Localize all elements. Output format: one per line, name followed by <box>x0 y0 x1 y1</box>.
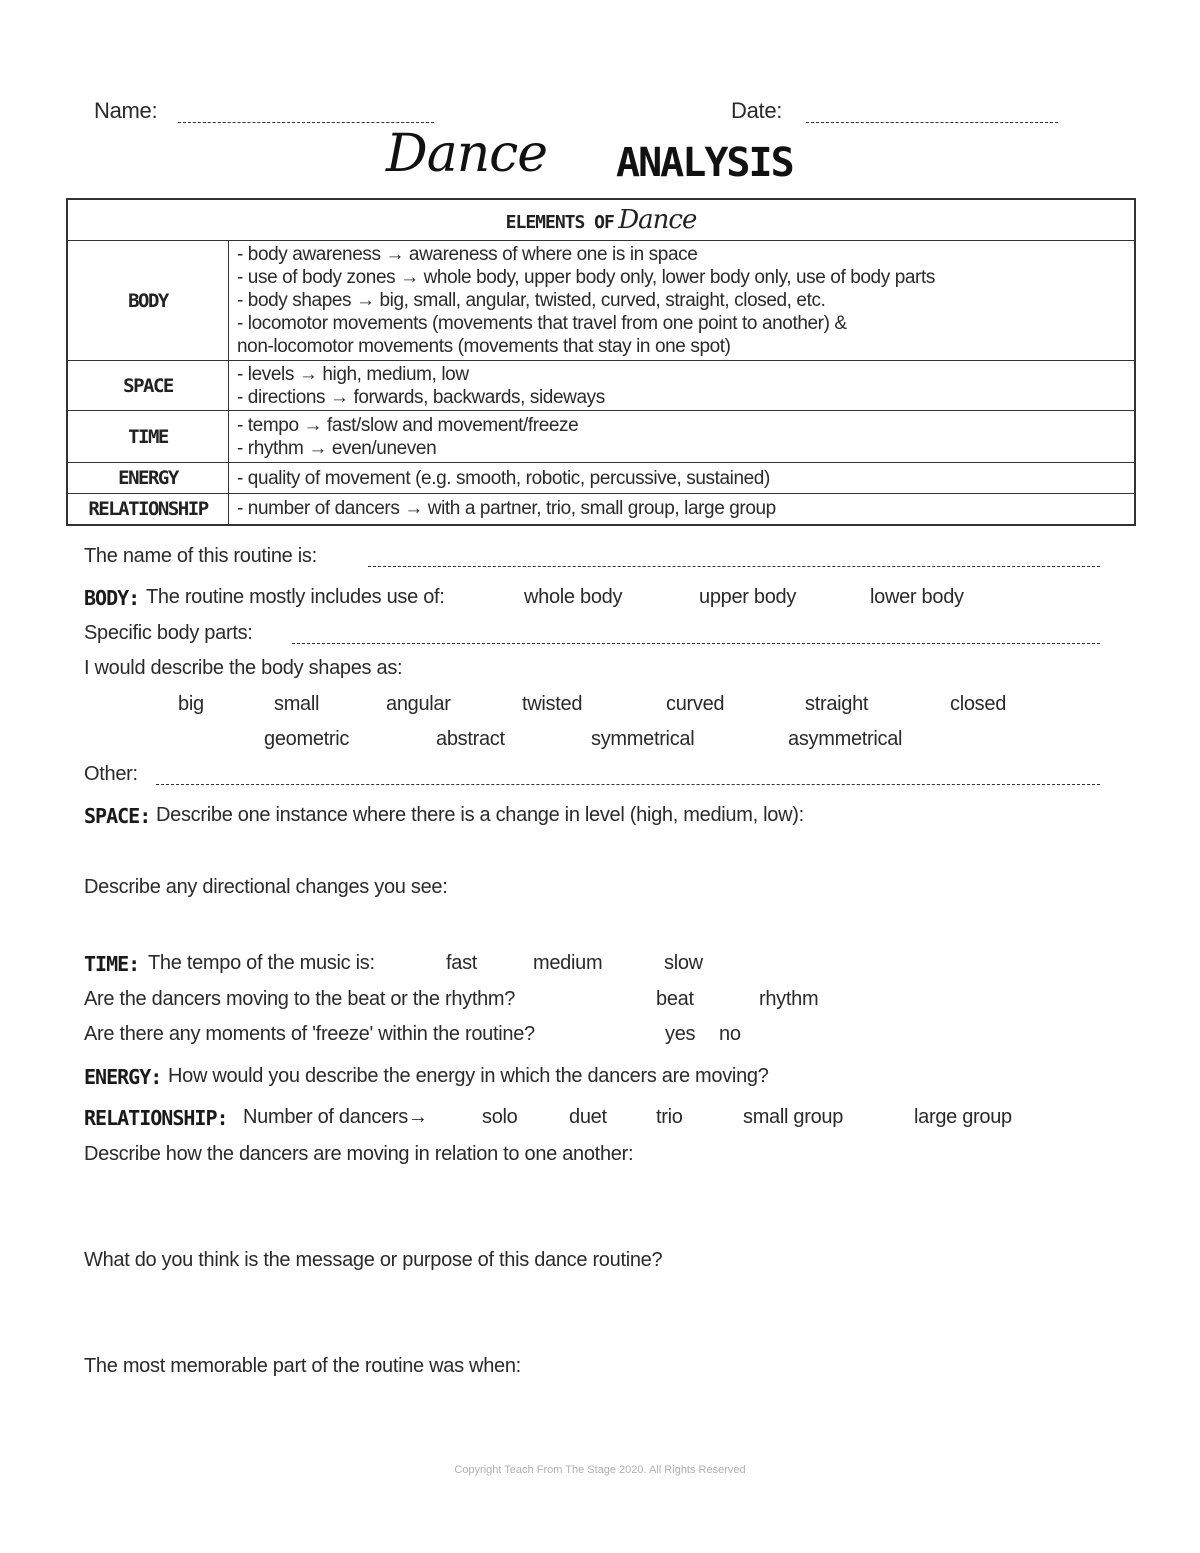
desc-line: - rhythm → even/uneven <box>237 437 437 459</box>
time-prompt: The tempo of the music is: <box>148 952 375 974</box>
directions-prompt: Describe any directional changes you see: <box>84 876 448 898</box>
routine-name-label: The name of this routine is: <box>84 545 317 567</box>
table-heading-bold: ELEMENTS OF <box>505 212 614 233</box>
shape-option[interactable]: closed <box>950 693 1007 715</box>
option-lower-body[interactable]: lower body <box>870 586 964 608</box>
shape-option[interactable]: curved <box>666 693 725 715</box>
shape-option[interactable]: small <box>274 693 320 715</box>
copyright-footer: Copyright Teach From The Stage 2020. All Rights Reserved <box>454 1464 746 1476</box>
memorable-prompt: The most memorable part of the routine was when: <box>84 1355 521 1377</box>
other-label: Other: <box>84 763 138 785</box>
freeze-prompt: Are there any moments of 'freeze' within the routine? <box>84 1023 535 1045</box>
desc-line: - body awareness → awareness of where one is in space <box>237 244 698 265</box>
shape-option[interactable]: straight <box>805 693 869 715</box>
energy-prompt: How would you describe the energy in which the dancers are moving? <box>168 1065 769 1087</box>
desc-line: non-locomotor movements (movements that stay in one spot) <box>237 336 731 357</box>
message-prompt: What do you think is the message or purpose of this dance routine? <box>84 1249 663 1271</box>
space-prompt: Describe one instance where there is a change in level (high, medium, low): <box>156 804 804 826</box>
desc-line: - number of dancers → with a partner, trio, small group, large group <box>237 498 776 520</box>
body-label: BODY: <box>84 586 140 610</box>
shape-option[interactable]: angular <box>386 693 451 715</box>
option-medium[interactable]: medium <box>533 952 603 974</box>
option-no[interactable]: no <box>719 1023 741 1045</box>
shape-option[interactable]: abstract <box>436 728 505 750</box>
shapes-prompt: I would describe the body shapes as: <box>84 657 403 679</box>
body-parts-label: Specific body parts: <box>84 622 253 644</box>
desc-line: - use of body zones → whole body, upper body only, lower body only, use of body parts <box>237 267 935 288</box>
option-large-group[interactable]: large group <box>914 1106 1012 1128</box>
shape-option[interactable]: symmetrical <box>591 728 695 750</box>
relationship-label: RELATIONSHIP: <box>84 1106 228 1130</box>
option-small-group[interactable]: small group <box>743 1106 844 1128</box>
option-fast[interactable]: fast <box>446 952 478 974</box>
desc-line: - quality of movement (e.g. smooth, robotic, percussive, sustained) <box>237 467 770 489</box>
option-trio[interactable]: trio <box>656 1106 683 1128</box>
body-prompt: The routine mostly includes use of: <box>146 586 445 608</box>
row-label-relationship: RELATIONSHIP <box>67 494 229 525</box>
row-label-energy: ENERGY <box>67 463 229 494</box>
desc-line: - locomotor movements (movements that travel from one point to another) & <box>237 313 847 334</box>
option-solo[interactable]: solo <box>482 1106 518 1128</box>
row-desc-relationship <box>229 494 1136 525</box>
option-beat[interactable]: beat <box>656 988 694 1010</box>
date-label: Date: <box>731 98 783 123</box>
desc-line: - levels → high, medium, low <box>237 363 469 385</box>
routine-name-field[interactable] <box>368 548 1100 567</box>
shape-option[interactable]: big <box>178 693 204 715</box>
shape-option[interactable]: geometric <box>264 728 350 750</box>
name-field[interactable] <box>178 104 434 123</box>
row-desc-energy <box>229 463 1136 494</box>
row-label-body: BODY <box>67 241 229 361</box>
page-title-bold: ANALYSIS <box>616 140 793 186</box>
row-label-space: SPACE <box>67 361 229 411</box>
page-title-script: Dance <box>386 124 548 184</box>
option-duet[interactable]: duet <box>569 1106 607 1128</box>
desc-line: - tempo → fast/slow and movement/freeze <box>237 414 579 436</box>
table-heading <box>67 199 1135 241</box>
row-label-time: TIME <box>67 411 229 463</box>
body-parts-field[interactable] <box>292 625 1100 644</box>
row-desc-space <box>229 361 1136 411</box>
shape-option[interactable]: asymmetrical <box>788 728 903 750</box>
relationship-prompt: Number of dancers→ <box>243 1106 428 1128</box>
option-whole-body[interactable]: whole body <box>524 586 623 608</box>
space-label: SPACE: <box>84 804 151 828</box>
row-desc-time <box>229 411 1136 463</box>
option-rhythm[interactable]: rhythm <box>759 988 819 1010</box>
date-field[interactable] <box>806 104 1058 123</box>
other-field[interactable] <box>156 766 1100 785</box>
energy-label: ENERGY: <box>84 1065 162 1089</box>
beat-prompt: Are the dancers moving to the beat or the rhythm? <box>84 988 516 1010</box>
desc-line: - body shapes → big, small, angular, twisted, curved, straight, closed, etc. <box>237 290 826 311</box>
option-upper-body[interactable]: upper body <box>699 586 797 608</box>
option-yes[interactable]: yes <box>665 1023 696 1045</box>
name-label: Name: <box>94 98 158 123</box>
desc-line: - directions → forwards, backwards, sideways <box>237 386 605 408</box>
option-slow[interactable]: slow <box>664 952 703 974</box>
relation-prompt: Describe how the dancers are moving in relation to one another: <box>84 1143 634 1165</box>
shape-option[interactable]: twisted <box>522 693 583 715</box>
table-heading-script: Dance <box>618 205 697 235</box>
elements-table <box>66 198 1136 526</box>
time-label: TIME: <box>84 952 140 976</box>
row-desc-body <box>229 241 1136 361</box>
